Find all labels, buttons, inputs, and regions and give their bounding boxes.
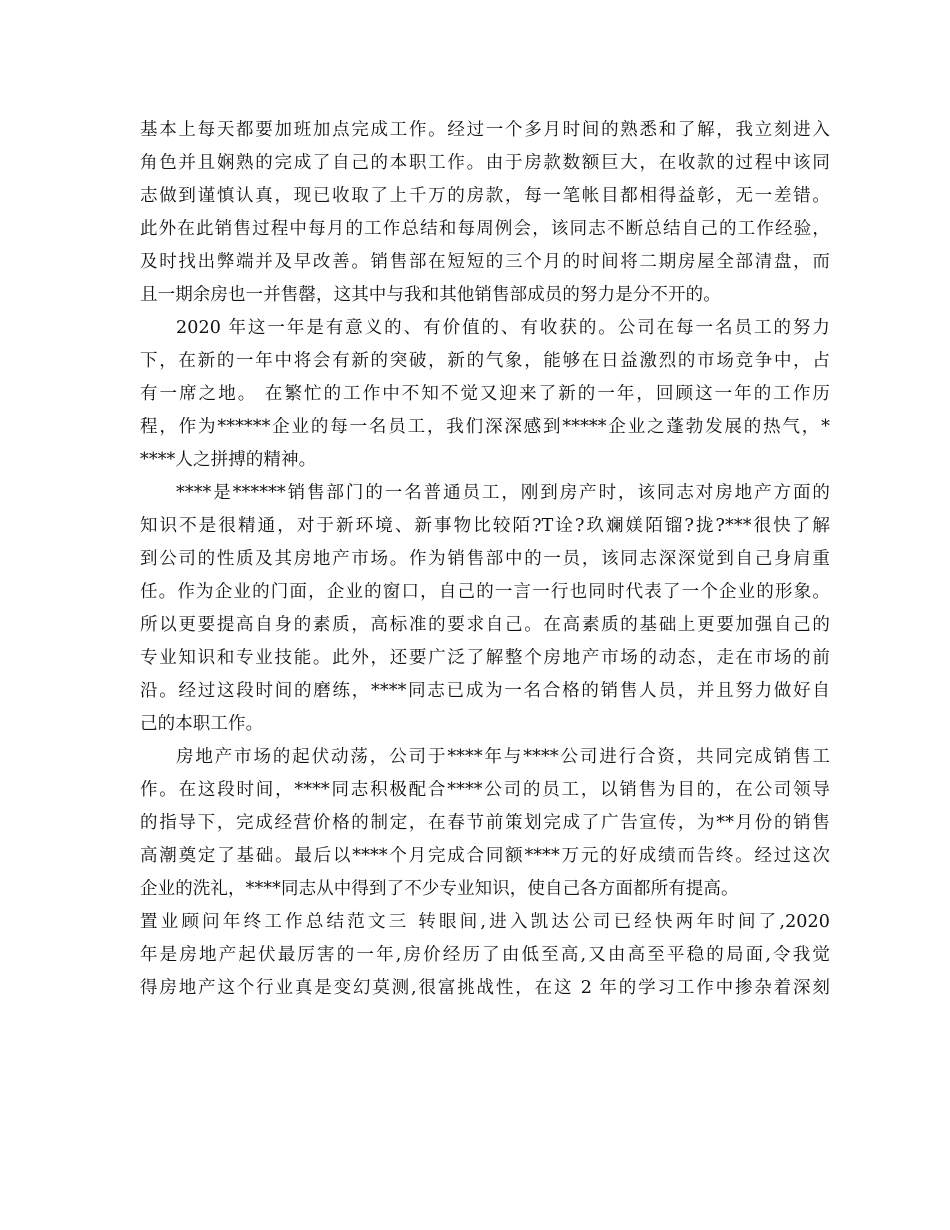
text-line: 高潮奠定了基础。最后以****个月完成合同额****万元的好成绩而告终。经过这次: [140, 846, 830, 866]
text-line: 企业的洗礼，****同志从中得到了不少专业知识，使自己各方面都所有提高。: [140, 879, 739, 899]
text-line: 及时找出弊端并及早改善。销售部在短短的三个月的时间将二期房屋全部清盘，而: [140, 252, 830, 272]
text-line: ****是******销售部门的一名普通员工，刚到房产时，该同志对房地产方面的: [176, 483, 830, 503]
text-line: ****人之拼搏的精神。: [140, 450, 317, 470]
text-line: 专业知识和专业技能。此外，还要广泛了解整个房地产市场的动态，走在市场的前: [140, 648, 830, 668]
text-line: 置业顾问年终工作总结范文三 转眼间,进入凯达公司已经快两年时间了,2020: [140, 912, 830, 932]
text-line: 作。在这段时间，****同志积极配合****公司的员工，以销售为目的，在公司领导: [140, 780, 830, 800]
text-line: 志做到谨慎认真，现已收取了上千万的房款，每一笔帐目都相得益彰，无一差错。: [140, 186, 830, 206]
text-line: 的指导下，完成经营价格的制定，在春节前策划完成了广告宣传，为**月份的销售: [140, 813, 830, 833]
text-line: 年是房地产起伏最厉害的一年,房价经历了由低至高,又由高至平稳的局面,令我觉: [140, 945, 830, 965]
text-line: 且一期余房也一并售罄，这其中与我和其他销售部成员的努力是分不开的。: [140, 285, 721, 305]
document-body: [140, 114, 830, 1005]
text-line: 任。作为企业的门面，企业的窗口，自己的一言一行也同时代表了一个企业的形象。: [140, 582, 830, 602]
text-line: 基本上每天都要加班加点完成工作。经过一个多月时间的熟悉和了解，我立刻进入: [140, 120, 830, 140]
text-line: 所以更要提高自身的素质，高标准的要求自己。在高素质的基础上更要加强自己的: [140, 615, 830, 635]
text-line: 沿。经过这段时间的磨练，****同志已成为一名合格的销售人员，并且努力做好自: [140, 681, 830, 701]
text-line: 此外在此销售过程中每月的工作总结和每周例会，该同志不断总结自己的工作经验，: [140, 219, 830, 239]
text-line: 程，作为******企业的每一名员工，我们深深感到*****企业之蓬勃发展的热气，*: [140, 417, 830, 437]
text-line: 到公司的性质及其房地产市场。作为销售部中的一员，该同志深深觉到自己身肩重: [140, 549, 830, 569]
text-line: 角色并且娴熟的完成了自己的本职工作。由于房款数额巨大，在收款的过程中该同: [140, 153, 830, 173]
text-line: 房地产市场的起伏动荡，公司于****年与****公司进行合资，共同完成销售工: [176, 747, 830, 767]
text-line: 知识不是很精通，对于新环境、新事物比较陌?T诠?玖斓媄陌镏?拢?***很快了解: [140, 516, 830, 536]
text-line: 己的本职工作。: [140, 714, 264, 734]
text-line: 有一席之地。 在繁忙的工作中不知不觉又迎来了新的一年，回顾这一年的工作历: [140, 384, 830, 404]
text-line: 得房地产这个行业真是变幻莫测,很富挑战性，在这 2 年的学习工作中掺杂着深刻: [140, 978, 830, 998]
text-line: 下，在新的一年中将会有新的突破，新的气象，能够在日益激烈的市场竞争中，占: [140, 351, 830, 371]
text-line: 2020 年这一年是有意义的、有价值的、有收获的。公司在每一名员工的努力: [176, 318, 830, 338]
